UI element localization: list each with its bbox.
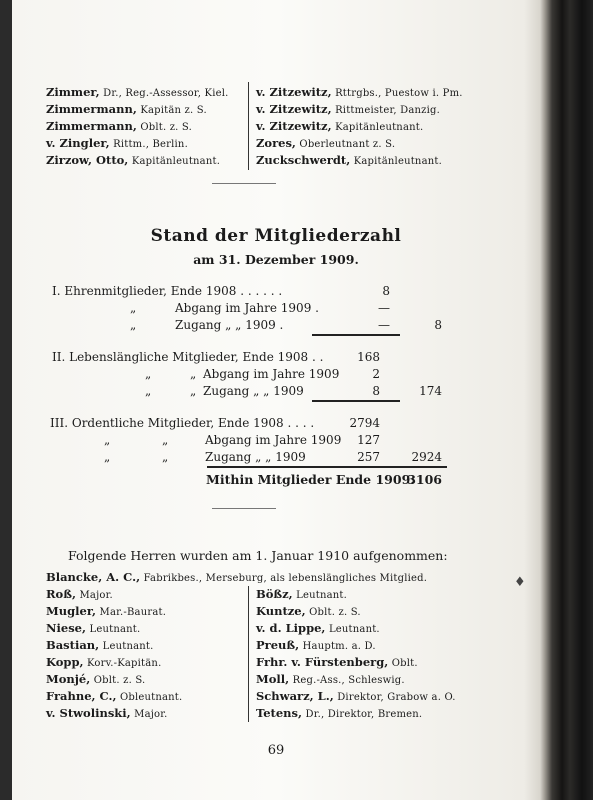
list-item: Moll, Reg.-Ass., Schleswig. [256,672,405,686]
ditto-mark: „ [145,384,152,398]
lifetime-departures-label: Abgang im Jahre 1909 [203,367,340,381]
ditto-mark: „ [104,433,111,447]
new-members-heading: Folgende Herren wurden am 1. Januar 1910 aufgenommen: [68,548,448,563]
section-subtitle: am 31. Dezember 1909. [193,252,359,267]
list-item: v. Zitzewitz, Rttrgbs., Puestow i. Pm. [256,85,463,99]
honorary-departures-value: — [378,301,390,315]
list-item: Niese, Leutnant. [46,621,141,635]
ditto-mark: „ [190,367,197,381]
ordinary-additions-value: 257 [357,450,380,464]
list-item: Kopp, Korv.-Kapitän. [46,655,162,669]
ditto-mark: „ [162,450,169,464]
list-item: Frhr. v. Fürstenberg, Oblt. [256,655,418,669]
list-item: Zores, Oberleutnant z. S. [256,136,396,150]
section-title: Stand der Mitgliederzahl [150,226,402,246]
list-item: v. Zingler, Rittm., Berlin. [46,136,188,150]
underline-rule [312,400,400,402]
ordinary-departures-label: Abgang im Jahre 1909 [205,433,342,447]
ditto-mark: „ [104,450,111,464]
column-divider [248,586,249,722]
list-item: Bastian, Leutnant. [46,638,154,652]
honorary-value: 8 [382,284,390,298]
column-divider [248,82,249,170]
lifetime-value: 168 [357,350,380,364]
book-page [12,0,540,800]
honorary-total: 8 [434,318,442,332]
list-item: Zimmermann, Oblt. z. S. [46,119,193,133]
list-item: Mugler, Mar.-Baurat. [46,604,167,618]
ordinary-departures-value: 127 [357,433,380,447]
ordinary-additions-label: Zugang „ „ 1909 [205,450,306,464]
honorary-additions-label: Zugang „ „ 1909 . [175,318,284,332]
list-item: Frahne, C., Obleutnant. [46,689,183,703]
list-item: Blancke, A. C., Fabrikbes., Merseburg, als lebenslängliches Mitglied. [46,570,428,584]
list-item: Kuntze, Oblt. z. S. [256,604,361,618]
lifetime-departures-value: 2 [372,367,380,381]
list-item: Roß, Major. [46,587,113,601]
book-spine [540,0,593,800]
list-item: v. d. Lippe, Leutnant. [256,621,380,635]
ink-speck-icon: ♦ [514,575,526,590]
honorary-departures-label: Abgang im Jahre 1909 . [175,301,319,315]
lifetime-label: II. Lebenslängliche Mitglieder, Ende 1908 . . [52,350,324,364]
list-item: v. Stwolinski, Major. [46,706,168,720]
lifetime-additions-value: 8 [372,384,380,398]
list-item: Tetens, Dr., Direktor, Bremen. [256,706,423,720]
list-item: v. Zitzewitz, Rittmeister, Danzig. [256,102,441,116]
ditto-mark: „ [130,318,137,332]
list-item: Zimmer, Dr., Reg.-Assessor, Kiel. [46,85,229,99]
honorary-label: I. Ehrenmitglieder, Ende 1908 . . . . . . [52,284,283,298]
list-item: Preuß, Hauptm. a. D. [256,638,376,652]
separator-rule [212,508,276,509]
ditto-mark: „ [145,367,152,381]
lifetime-additions-label: Zugang „ „ 1909 [203,384,304,398]
final-total-label: Mithin Mitglieder Ende 1909: [206,472,415,487]
ordinary-total: 2924 [411,450,442,464]
final-total-value: 3106 [407,472,442,487]
ordinary-label: III. Ordentliche Mitglieder, Ende 1908 . . . . [50,416,315,430]
honorary-additions-value: — [378,318,390,332]
ditto-mark: „ [162,433,169,447]
list-item: Schwarz, L., Direktor, Grabow a. O. [256,689,456,703]
ditto-mark: „ [190,384,197,398]
list-item: Bößz, Leutnant. [256,587,348,601]
page-number: 69 [267,743,285,758]
list-item: Zirzow, Otto, Kapitänleutnant. [46,153,221,167]
list-item: Zimmermann, Kapitän z. S. [46,102,207,116]
list-item: Zuckschwerdt, Kapitänleutnant. [256,153,442,167]
underline-rule [312,334,400,336]
list-item: Monjé, Oblt. z. S. [46,672,146,686]
lifetime-total: 174 [419,384,442,398]
scan-border [0,0,12,800]
ditto-mark: „ [130,301,137,315]
ordinary-value: 2794 [349,416,380,430]
separator-rule [212,183,276,184]
list-item: v. Zitzewitz, Kapitänleutnant. [256,119,424,133]
underline-rule [207,466,447,468]
